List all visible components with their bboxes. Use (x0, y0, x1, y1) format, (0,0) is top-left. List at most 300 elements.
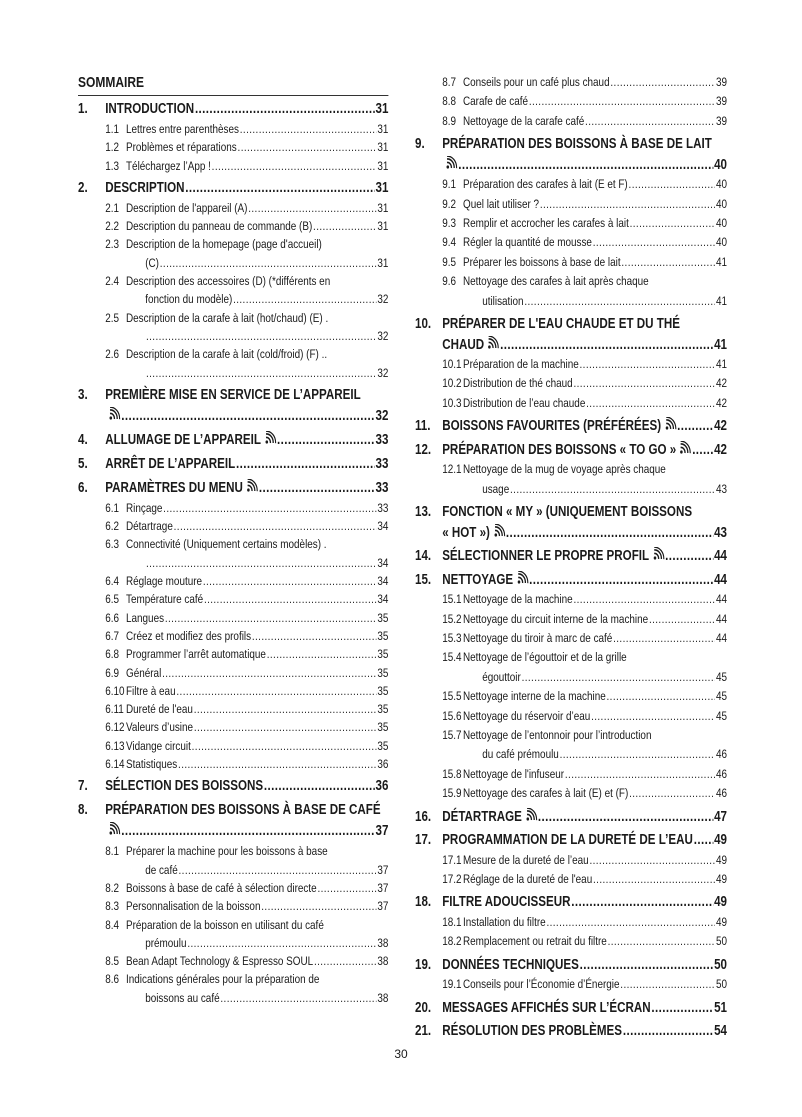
dot-leader (565, 765, 715, 784)
entry-page: 43 (714, 524, 727, 541)
entry-title: Nettoyage interne de la machine (463, 689, 606, 704)
toc-heading: SOMMAIRE (78, 74, 144, 91)
connectivity-icon (265, 430, 276, 443)
entry-number: 8. (78, 802, 88, 819)
dot-leader (204, 590, 377, 608)
entry-page: 34 (377, 519, 389, 534)
dot-leader (500, 335, 713, 356)
toc-subsection-entry[interactable] (415, 214, 727, 233)
entry-page: 54 (714, 1023, 727, 1040)
dot-leader (121, 406, 374, 427)
toc-section-entry[interactable] (78, 478, 388, 499)
dot-leader (585, 112, 715, 131)
dot-leader (267, 645, 377, 663)
entry-title-continued: égouttoir (482, 669, 521, 684)
entry-number: 8.5 (105, 954, 119, 969)
toc-subsection-entry[interactable] (78, 664, 388, 682)
entry-page: 35 (377, 720, 389, 735)
entry-number: 9.2 (442, 196, 456, 211)
dot-leader (630, 214, 716, 233)
dot-leader (580, 955, 714, 976)
entry-continuation[interactable] (78, 290, 388, 308)
toc-subsection-entry[interactable] (78, 309, 388, 327)
toc-subsection-entry[interactable] (78, 157, 388, 175)
entry-number: 11. (415, 418, 431, 435)
entry-page: 44 (715, 630, 727, 645)
entry-number: 3. (78, 386, 88, 403)
entry-number: 1.1 (105, 122, 119, 136)
toc-subsection-entry[interactable] (78, 535, 388, 553)
toc-section-entry[interactable] (415, 807, 727, 828)
dot-leader (560, 745, 716, 764)
toc-subsection-entry[interactable] (415, 851, 727, 870)
dot-leader (522, 668, 716, 687)
entry-continuation[interactable] (78, 934, 388, 952)
dot-leader (277, 430, 375, 451)
toc-list (78, 99, 388, 1007)
entry-page: 35 (377, 647, 389, 662)
entry-number: 9.5 (442, 254, 456, 269)
dot-leader (165, 609, 377, 627)
toc-subsection-entry[interactable] (415, 648, 727, 667)
entry-number: 6.4 (105, 574, 119, 589)
entry-title: Nettoyage du réservoir d’eau (463, 708, 591, 723)
toc-subsection-entry[interactable] (415, 253, 727, 272)
toc-subsection-entry[interactable] (78, 700, 388, 718)
toc-subsection-entry[interactable] (415, 374, 727, 393)
toc-subsection-entry[interactable] (415, 175, 727, 194)
toc-subsection-entry[interactable] (415, 92, 727, 111)
entry-number: 8.3 (105, 899, 119, 914)
entry-page: 31 (375, 101, 389, 117)
toc-section-entry[interactable] (415, 570, 727, 591)
entry-title: Lettres entre parenthèses (126, 122, 239, 136)
entry-number: 17.2 (442, 871, 462, 886)
entry-page: 49 (715, 852, 727, 867)
dot-leader (607, 687, 716, 706)
toc-section-entry[interactable] (415, 830, 727, 851)
toc-section-entry[interactable] (415, 998, 727, 1019)
entry-page: 41 (714, 336, 727, 353)
connectivity-icon (680, 440, 691, 453)
toc-subsection-entry[interactable] (78, 609, 388, 627)
toc-subsection-entry[interactable] (78, 645, 388, 663)
toc-section-entry[interactable] (415, 546, 727, 567)
entry-title: NETTOYAGE (442, 571, 514, 588)
dot-leader (538, 807, 713, 828)
entry-title: PRÉPARATION DES BOISSONS À BASE DE CAFÉ (105, 802, 381, 819)
entry-page: 32 (375, 407, 389, 424)
entry-number: 6.10 (105, 683, 125, 698)
entry-title: Préparation de la boisson en utilisant du café (126, 917, 324, 932)
entry-number: 16. (415, 808, 432, 825)
toc-section-entry[interactable] (415, 314, 727, 335)
toc-subsection-entry[interactable] (78, 217, 388, 235)
toc-subsection-entry[interactable] (78, 952, 388, 970)
dot-leader (529, 92, 715, 111)
entry-number: 14. (415, 548, 432, 565)
entry-title: Personnalisation de la boisson (126, 899, 261, 914)
dot-leader (194, 700, 377, 718)
entry-number: 8.9 (442, 113, 456, 128)
entry-continuation[interactable] (415, 155, 727, 176)
toc-subsection-entry[interactable] (78, 235, 388, 253)
toc-subsection-entry[interactable] (415, 610, 727, 629)
toc-subsection-entry[interactable] (78, 590, 388, 608)
toc-subsection-entry[interactable] (415, 233, 727, 252)
toc-subsection-entry[interactable] (415, 870, 727, 889)
entry-title-continued: usage (482, 481, 510, 496)
connectivity-icon (109, 406, 120, 419)
toc-subsection-entry[interactable] (78, 916, 388, 934)
entry-number: 8.8 (442, 94, 456, 109)
entry-title: Description des accessoires (D) (*différents en (126, 274, 331, 289)
entry-title: SÉLECTIONNER LE PROPRE PROFIL (442, 548, 650, 565)
toc-section-entry[interactable] (78, 454, 388, 475)
entry-number: 9.4 (442, 235, 456, 250)
entry-title: Régler la quantité de mousse (463, 235, 592, 250)
toc-subsection-entry[interactable] (78, 755, 388, 773)
entry-number: 9.6 (442, 274, 456, 289)
entry-page: 39 (715, 75, 727, 89)
entry-number: 6.11 (105, 702, 124, 717)
entry-page: 40 (714, 156, 727, 173)
entry-title: Vidange circuit (126, 738, 191, 753)
entry-page: 39 (715, 113, 727, 128)
entry-page: 49 (715, 871, 727, 886)
entry-number: 6.1 (105, 500, 119, 515)
toc-section-entry[interactable] (415, 1021, 727, 1042)
entry-number: 2.5 (105, 310, 119, 325)
toc-subsection-entry[interactable] (78, 572, 388, 590)
entry-title: Nettoyage de la machine (463, 592, 573, 607)
dot-leader (313, 217, 377, 235)
entry-page: 32 (377, 292, 389, 307)
entry-number: 21. (415, 1023, 432, 1040)
entry-page: 33 (375, 455, 389, 472)
entry-number: 2.6 (105, 347, 119, 362)
dot-leader (546, 913, 715, 932)
entry-title: Description de l'appareil (A) (126, 200, 248, 215)
toc-section-entry[interactable] (78, 178, 388, 199)
entry-title: PRÉPARATION DES BOISSONS À BASE DE LAIT (442, 136, 712, 153)
entry-title: Réglage de la dureté de l'eau (463, 871, 593, 886)
entry-number: 2.1 (105, 200, 119, 215)
dot-leader (623, 1021, 713, 1042)
dot-leader (187, 934, 376, 952)
entry-title: Description du panneau de commande (B) (126, 219, 313, 234)
toc-subsection-entry[interactable] (415, 590, 727, 609)
entry-page: 42 (715, 395, 727, 410)
entry-page: 37 (377, 880, 389, 895)
toc-section-entry[interactable] (415, 955, 727, 976)
entry-title: Préparation des carafes à lait (E et F) (463, 177, 628, 192)
toc-subsection-entry[interactable] (415, 629, 727, 648)
entry-number: 12. (415, 441, 432, 458)
entry-title: RÉSOLUTION DES PROBLÈMES (442, 1023, 623, 1040)
entry-title: Remplacement ou retrait du filtre (463, 934, 607, 949)
entry-title: Général (126, 665, 162, 680)
entry-title-continued: CHAUD (442, 336, 485, 353)
entry-page: 37 (377, 899, 389, 914)
entry-number: 6.14 (105, 757, 125, 772)
entry-number: 6.8 (105, 647, 119, 662)
entry-title: INTRODUCTION (105, 101, 195, 117)
entry-number: 18. (415, 894, 432, 911)
entry-number: 6.2 (105, 519, 119, 534)
toc-section-entry[interactable] (78, 800, 388, 821)
dot-leader (589, 851, 715, 870)
entry-continuation[interactable] (415, 480, 727, 499)
toc-subsection-entry[interactable] (78, 517, 388, 535)
entry-number: 15. (415, 571, 432, 588)
entry-page: 44 (715, 611, 727, 626)
dot-leader (259, 478, 375, 499)
entry-title: DÉTARTRAGE (442, 808, 522, 825)
entry-page: 35 (377, 683, 389, 698)
toc-subsection-entry[interactable] (415, 687, 727, 706)
entry-title: Température café (126, 592, 204, 607)
dot-leader (586, 394, 715, 413)
toc-subsection-entry[interactable] (78, 682, 388, 700)
toc-subsection-entry[interactable] (415, 913, 727, 932)
toc-subsection-entry[interactable] (415, 73, 727, 92)
dot-leader (236, 454, 375, 475)
toc-section-entry[interactable] (415, 892, 727, 913)
entry-continuation[interactable] (415, 523, 727, 544)
entry-page: 50 (715, 977, 727, 992)
entry-title: Description de la homepage (page d'accueil) (126, 237, 322, 252)
dot-leader (252, 627, 377, 645)
entry-continuation[interactable] (78, 364, 388, 382)
entry-page: 42 (715, 376, 727, 391)
entry-page: 44 (714, 571, 727, 588)
toc-section-entry[interactable] (78, 385, 388, 406)
toc-subsection-entry[interactable] (78, 879, 388, 897)
entry-title: Filtre à eau (126, 683, 176, 698)
toc-subsection-entry[interactable] (78, 970, 388, 988)
entry-title-continued: « HOT ») (442, 524, 490, 541)
entry-title: Statistiques (126, 757, 178, 772)
connectivity-icon (109, 821, 120, 834)
connectivity-icon (494, 523, 505, 536)
dot-leader (261, 897, 376, 915)
entry-continuation[interactable] (415, 292, 727, 311)
entry-page: 44 (714, 548, 727, 565)
entry-page: 31 (377, 219, 389, 234)
dot-leader (194, 718, 377, 736)
entry-number: 20. (415, 999, 432, 1016)
dot-leader (212, 157, 377, 175)
entry-page: 34 (377, 574, 389, 589)
entry-number: 9.1 (442, 177, 456, 192)
connectivity-icon (446, 155, 457, 168)
entry-number: 6.13 (105, 738, 125, 753)
entry-title: Nettoyage du tiroir à marc de café (463, 630, 613, 645)
entry-page: 34 (377, 592, 389, 607)
entry-title: Description de la carafe à lait (hot/chaud) (E) . (126, 310, 329, 325)
toc-subsection-entry[interactable] (415, 394, 727, 413)
entry-page: 49 (714, 832, 727, 849)
entry-page: 35 (377, 610, 389, 625)
entry-page: 43 (715, 481, 727, 496)
dot-leader (314, 952, 377, 970)
entry-title: Nettoyage de l'infuseur (463, 766, 565, 781)
toc-subsection-entry[interactable] (415, 272, 727, 291)
entry-number: 8.7 (442, 75, 456, 89)
entry-number: 8.2 (105, 880, 119, 895)
dot-leader (694, 830, 714, 851)
toc-subsection-entry[interactable] (78, 120, 388, 138)
entry-continuation[interactable] (78, 861, 388, 879)
entry-page: 50 (714, 956, 727, 973)
toc-subsection-entry[interactable] (78, 138, 388, 156)
entry-continuation[interactable] (415, 745, 727, 764)
dot-leader (540, 195, 715, 214)
toc-section-entry[interactable] (415, 416, 727, 437)
toc-subsection-entry[interactable] (415, 355, 727, 374)
entry-title: DONNÉES TECHNIQUES (442, 956, 579, 973)
entry-title: SÉLECTION DES BOISSONS (105, 778, 264, 795)
entry-continuation[interactable] (78, 254, 388, 272)
dot-leader (571, 892, 713, 913)
entry-title: PARAMÈTRES DU MENU (105, 479, 243, 496)
toc-subsection-entry[interactable] (415, 707, 727, 726)
dot-leader (649, 610, 715, 629)
dot-leader (665, 546, 713, 567)
entry-title: Nettoyage des carafes à lait (E) et (F) (463, 786, 629, 801)
entry-page: 31 (377, 158, 389, 173)
entry-page: 42 (714, 441, 727, 458)
entry-number: 4. (78, 431, 88, 448)
toc-subsection-entry[interactable] (415, 765, 727, 784)
toc-subsection-entry[interactable] (415, 195, 727, 214)
entry-continuation[interactable] (415, 335, 727, 356)
entry-title: Détartrage (126, 519, 173, 534)
toc-subsection-entry[interactable] (78, 199, 388, 217)
toc-section-entry[interactable] (78, 99, 388, 120)
entry-number: 10.3 (442, 395, 462, 410)
entry-number: 1.3 (105, 158, 119, 173)
toc-subsection-entry[interactable] (415, 784, 727, 803)
toc-section-entry[interactable] (415, 440, 727, 461)
entry-page: 38 (377, 954, 389, 969)
toc-section-entry[interactable] (415, 134, 727, 155)
toc-column-right (415, 73, 727, 1042)
entry-page: 41 (715, 254, 727, 269)
toc-section-entry[interactable] (78, 430, 388, 451)
entry-title: Remplir et accrocher les carafes à lait (463, 216, 629, 231)
entry-title: BOISSONS FAVOURITES (PRÉFÉRÉES) (442, 418, 662, 435)
entry-title: PRÉPARATION DES BOISSONS « TO GO » (442, 441, 677, 458)
entry-number: 15.7 (442, 727, 462, 742)
entry-page: 44 (715, 592, 727, 607)
dot-leader (146, 554, 377, 572)
entry-number: 6.7 (105, 628, 119, 643)
toc-subsection-entry[interactable] (415, 726, 727, 745)
toc-subsection-entry[interactable] (78, 718, 388, 736)
dot-leader (573, 590, 715, 609)
entry-page: 41 (715, 357, 727, 372)
toc-subsection-entry[interactable] (415, 460, 727, 479)
entry-title: Carafe de café (463, 94, 529, 109)
entry-title: Conseils pour l’Économie d’Énergie (463, 977, 620, 992)
dot-leader (593, 233, 715, 252)
toc-subsection-entry[interactable] (415, 112, 727, 131)
toc-subsection-entry[interactable] (78, 842, 388, 860)
entry-number: 2.3 (105, 237, 119, 252)
dot-leader (677, 416, 713, 437)
entry-continuation[interactable] (78, 327, 388, 345)
dot-leader (591, 707, 715, 726)
toc-subsection-entry[interactable] (415, 932, 727, 951)
toc-subsection-entry[interactable] (78, 345, 388, 363)
entry-page: 31 (377, 140, 389, 155)
entry-number: 7. (78, 778, 88, 795)
toc-subsection-entry[interactable] (78, 737, 388, 755)
entry-page: 35 (377, 702, 389, 717)
toc-subsection-entry[interactable] (78, 272, 388, 290)
entry-number: 10.1 (442, 357, 462, 372)
entry-continuation[interactable] (78, 989, 388, 1007)
entry-continuation[interactable] (78, 821, 388, 842)
entry-continuation[interactable] (415, 668, 727, 687)
dot-leader (178, 755, 377, 773)
entry-number: 2.4 (105, 274, 119, 289)
dot-leader (174, 517, 377, 535)
entry-number: 10. (415, 316, 432, 333)
entry-page: 32 (377, 328, 389, 343)
entry-title: Préparer la machine pour les boissons à base (126, 844, 328, 859)
entry-title: Nettoyage de la mug de voyage après chaque (463, 462, 666, 477)
dot-leader (621, 253, 715, 272)
entry-page: 51 (714, 999, 727, 1016)
dot-leader (608, 932, 716, 951)
entry-title: Mesure de la dureté de l’eau (463, 852, 589, 867)
toc-subsection-entry[interactable] (415, 975, 727, 994)
heading-rule (78, 95, 388, 96)
entry-title: Quel lait utiliser ? (463, 196, 540, 211)
entry-page: 31 (375, 179, 389, 196)
entry-continuation[interactable] (78, 406, 388, 427)
entry-page: 49 (714, 894, 727, 911)
dot-leader (248, 199, 376, 217)
entry-page: 33 (375, 431, 389, 448)
entry-page: 42 (714, 418, 727, 435)
entry-page: 41 (715, 293, 727, 308)
toc-subsection-entry[interactable] (78, 499, 388, 517)
entry-title: Téléchargez l’App ! (126, 158, 211, 173)
entry-page: 46 (715, 766, 727, 781)
dot-leader (121, 821, 374, 842)
toc-subsection-entry[interactable] (78, 897, 388, 915)
entry-title: Problèmes et réparations (126, 140, 237, 155)
toc-section-entry[interactable] (78, 776, 388, 797)
toc-subsection-entry[interactable] (78, 627, 388, 645)
entry-page: 39 (715, 94, 727, 109)
dot-leader (629, 784, 715, 803)
entry-continuation[interactable] (78, 554, 388, 572)
entry-title: Langues (126, 610, 165, 625)
entry-page: 38 (377, 935, 389, 950)
entry-title: Bean Adapt Technology & Espresso SOUL (126, 954, 314, 969)
entry-page: 31 (377, 200, 389, 215)
entry-number: 19. (415, 956, 432, 973)
dot-leader (185, 178, 374, 199)
entry-title: Description de la carafe à lait (cold/froid) (F) .. (126, 347, 328, 362)
toc-section-entry[interactable] (415, 502, 727, 523)
dot-leader (203, 572, 377, 590)
